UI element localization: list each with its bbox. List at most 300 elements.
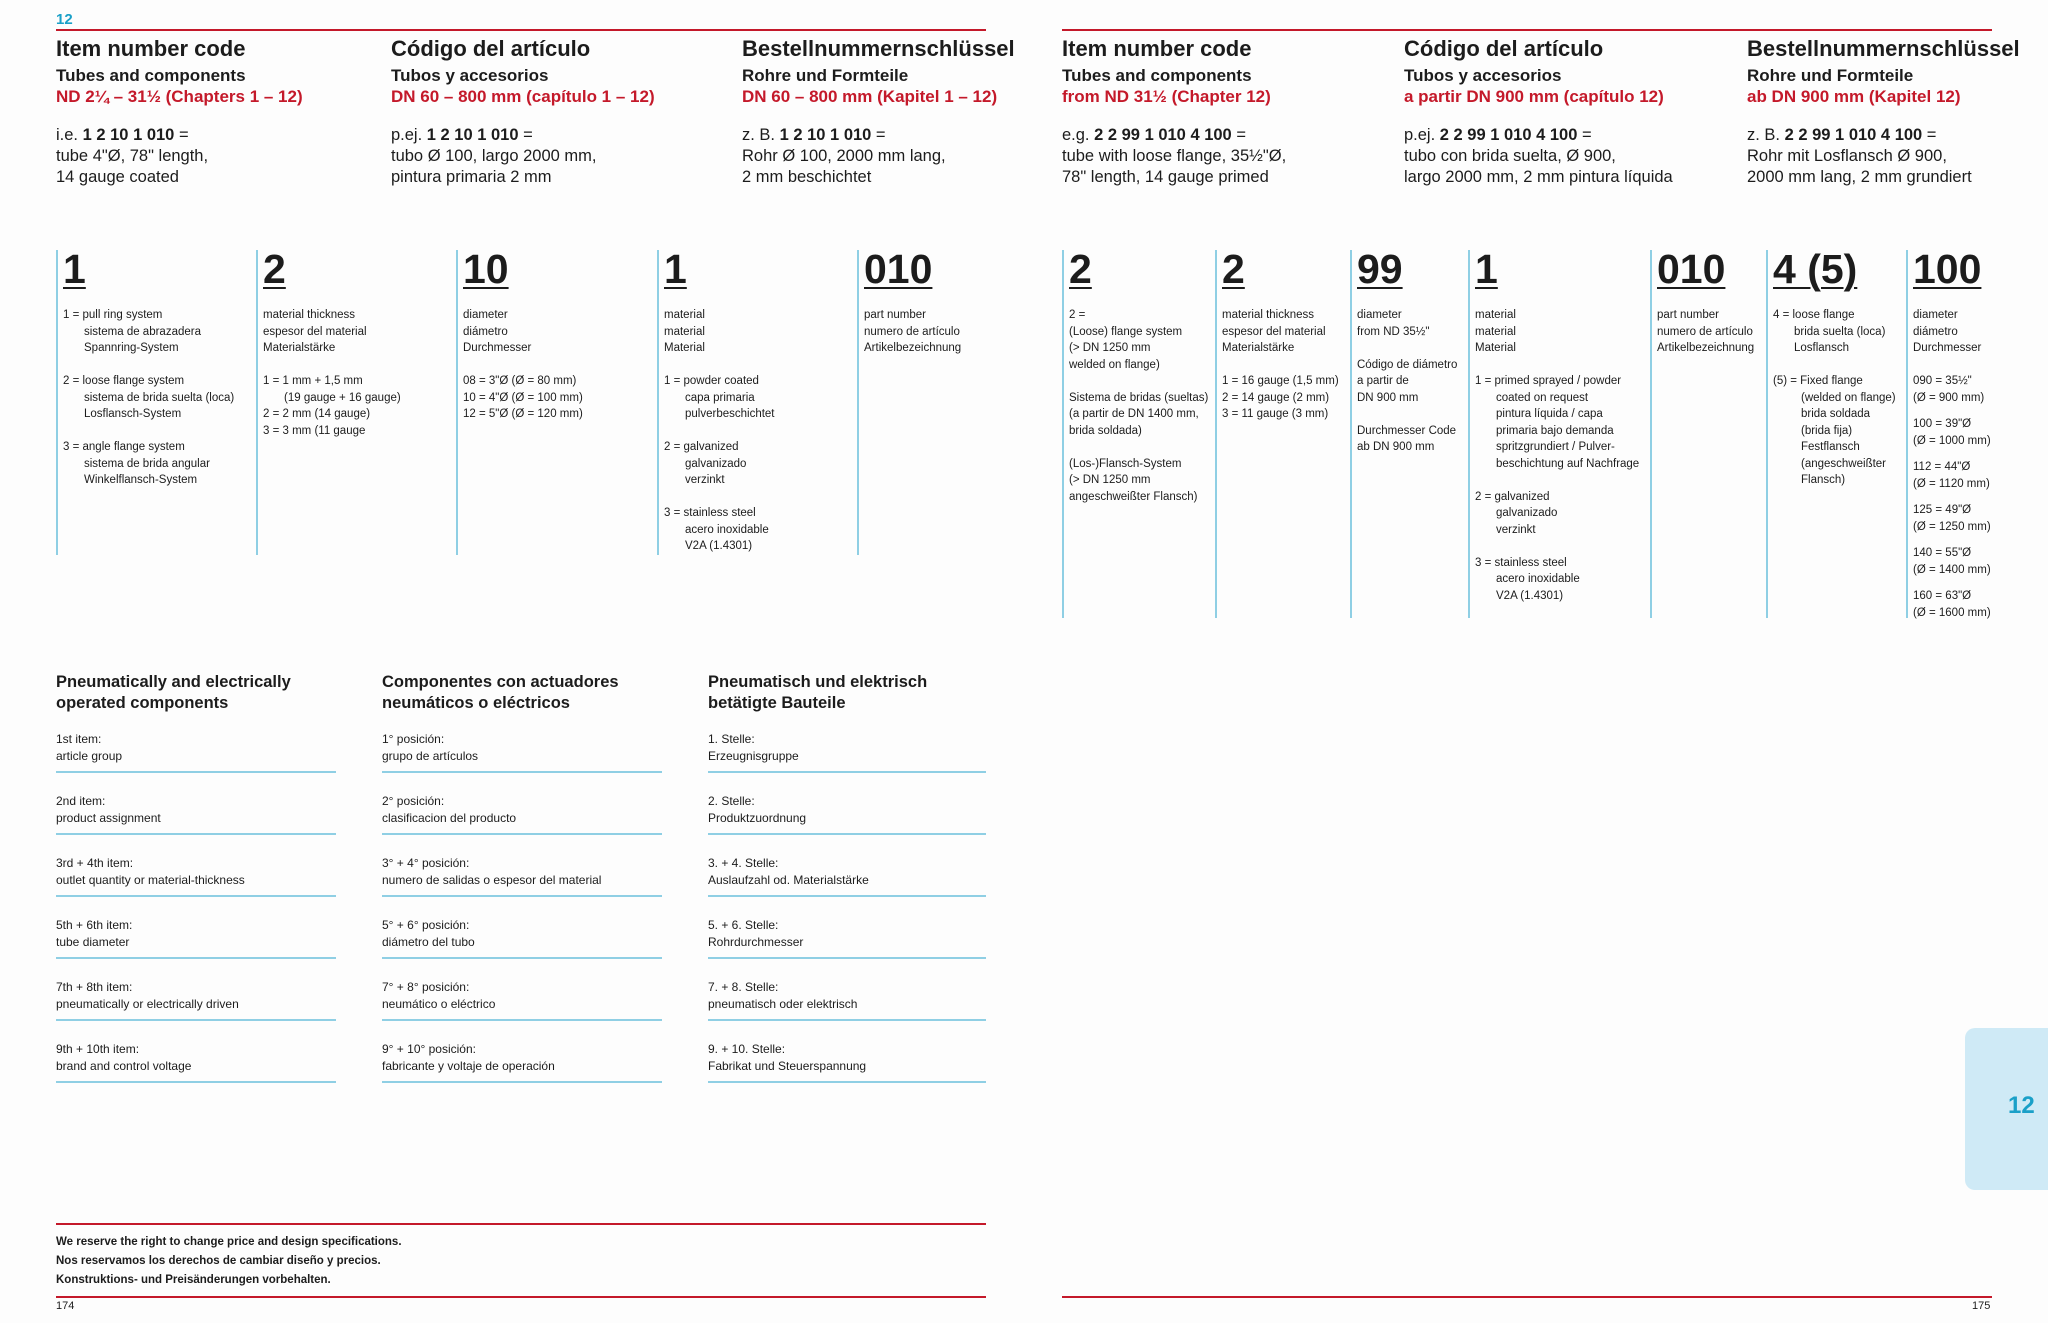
footer-notes [56,1233,402,1290]
header-subtitle: Tubes and components [56,66,246,85]
example-suffix: = [518,126,533,144]
left-code-col-2 [256,246,453,555]
desc-line: beschichtung auf Nachfrage [1496,457,1640,470]
code-digit: 100 [1913,246,1982,292]
right-header-col-en [1062,36,1286,188]
header-title: Código del artículo [1404,36,1604,61]
desc-gap [1913,357,1997,374]
desc-line: Materialstärke [263,342,336,354]
desc-line: sistema de abrazadera [84,325,201,338]
desc-line: 1 = 1 mm + 1,5 mm [263,375,363,387]
pneumatic-item [382,1041,662,1083]
code-desc [263,307,453,439]
pneumatic-item [56,979,336,1021]
desc-gap [1475,472,1645,489]
pneumatic-item-label: 9° + 10° posición: [382,1042,476,1056]
desc-line: Losflansch-System [84,408,182,420]
code-desc [463,307,653,423]
desc-line: capa primaria [685,391,755,404]
right-code-col-6 [1766,246,1903,618]
desc-line: material thickness [1222,309,1315,321]
desc-gap [1475,357,1645,374]
pneumatic-heading [382,672,662,714]
desc-line: 10 = 4"Ø (Ø = 100 mm) [463,391,583,404]
example-line: largo 2000 mm, 2 mm pintura líquida [1404,168,1673,186]
heading-line: neumáticos o eléctricos [382,694,570,712]
example-code: 1 2 10 1 010 [82,126,175,144]
code-digit: 2 [1222,246,1245,292]
pneumatic-item-label: 3rd + 4th item: [56,856,134,870]
desc-line: material [664,309,705,321]
desc-line: 2 = galvanized [1475,490,1550,503]
pneumatic-items [56,731,336,1083]
header-title: Item number code [56,36,246,61]
desc-gap [1913,449,1997,459]
pneumatic-col-es [382,672,662,1103]
code-digit: 1 [1475,246,1498,292]
desc-line: V2A (1.4301) [1496,589,1564,602]
pneumatic-heading [56,672,336,714]
desc-line: Código de diámetro [1357,358,1458,371]
header-title: Bestellnummernschlüssel [742,36,1015,61]
page-number-right: 175 [1972,1300,1991,1312]
code-digit: 99 [1357,246,1403,292]
desc-line: 4 = loose flange [1773,309,1855,321]
pneumatic-item [382,731,662,773]
code-desc [1069,307,1214,505]
desc-line: 1 = powder coated [664,375,759,387]
desc-line: (19 gauge + 16 gauge) [284,391,401,404]
code-desc [63,307,253,489]
desc-gap [1913,578,1997,588]
desc-line: Durchmesser [463,342,532,354]
example-line: tube 4"Ø, 78" length, [56,147,209,165]
footer-rule-bottom-left [56,1296,986,1298]
desc-line: (welded on flange) [1801,391,1896,404]
desc-line: material thickness [263,309,356,321]
desc-gap [63,357,253,374]
example-line: 2 mm beschichtet [742,168,872,186]
example-code: 1 2 10 1 010 [779,126,872,144]
left-header-col-es [391,36,655,188]
desc-line: 100 = 39"Ø [1913,418,1972,430]
desc-line: 140 = 55"Ø [1913,547,1972,559]
left-code-col-5 [857,246,994,555]
top-rule-left [56,29,986,31]
right-code-col-5 [1650,246,1763,618]
example-code: 2 2 99 1 010 4 100 [1784,126,1923,144]
desc-line: Spannring-System [84,342,179,354]
desc-line: part number [1657,309,1720,321]
desc-line: Artikelbezeichnung [864,342,962,354]
example-prefix: z. B. [742,126,780,144]
desc-line: espesor del material [1222,325,1326,338]
pneumatic-item-value: grupo de artículos [382,748,479,763]
desc-gap [1475,538,1645,555]
desc-line: angeschweißter Flansch) [1069,490,1198,503]
pneumatic-item-value: pneumatisch oder elektrisch [708,996,858,1011]
desc-gap [463,357,653,374]
pneumatic-col-en [56,672,336,1103]
pneumatic-item-label: 2° posición: [382,794,445,808]
example-suffix: = [1577,126,1592,144]
desc-line: Durchmesser [1913,342,1982,354]
pneumatic-item-label: 7. + 8. Stelle: [708,980,779,994]
header-title: Bestellnummernschlüssel [1747,36,2020,61]
desc-line: diameter [1913,309,1958,321]
code-desc [1913,307,1997,621]
code-digit: 010 [1657,246,1726,292]
pneumatic-items [382,731,662,1083]
pneumatic-item [56,917,336,959]
heading-line: operated components [56,694,229,712]
code-desc [864,307,994,357]
example-suffix: = [174,126,189,144]
desc-gap [1357,340,1467,357]
chapter-tab-number: 12 [2008,1092,2035,1119]
desc-line: material [1475,309,1516,321]
header-example [1404,125,1673,188]
header-subtitle: Tubes and components [1062,66,1252,85]
pneumatic-item [708,917,986,959]
desc-line: pulverbeschichtet [685,408,775,420]
desc-gap [664,423,854,440]
desc-gap [263,357,453,374]
code-desc [1357,307,1467,456]
header-subtitle: Rohre und Formteile [742,66,909,85]
right-code-col-3 [1350,246,1467,618]
header-range: from ND 31½ (Chapter 12) [1062,87,1271,106]
desc-line: a partir de [1357,375,1409,387]
heading-line: Pneumatically and electrically [56,673,291,691]
code-digit: 1 [664,246,687,292]
desc-line: DN 900 mm [1357,391,1419,404]
code-digit: 10 [463,246,509,292]
pneumatic-item-label: 1. Stelle: [708,732,755,746]
code-desc [1222,307,1350,423]
header-title: Código del artículo [391,36,591,61]
right-code-col-4 [1468,246,1645,618]
desc-line: 3 = angle flange system [63,441,185,453]
pneumatic-item-label: 9th + 10th item: [56,1042,140,1056]
desc-line: material [664,325,705,338]
pneumatic-item [708,731,986,773]
example-line: 78" length, 14 gauge primed [1062,168,1269,186]
desc-line: brida suelta (loca) [1794,325,1886,338]
example-code: 2 2 99 1 010 4 100 [1094,126,1232,144]
desc-line: 3 = 11 gauge (3 mm) [1222,408,1329,420]
desc-gap [1773,357,1903,374]
pneumatic-item-label: 5. + 6. Stelle: [708,918,779,932]
pneumatic-item-label: 1st item: [56,732,102,746]
desc-line: 3 = 3 mm (11 gauge [263,424,366,437]
footer-rule-top [56,1223,986,1225]
header-title: Item number code [1062,36,1252,61]
example-line: Rohr mit Losflansch Ø 900, [1747,147,1947,165]
example-line: Rohr Ø 100, 2000 mm lang, [742,147,946,165]
desc-line: Winkelflansch-System [84,474,198,486]
desc-line: V2A (1.4301) [685,540,753,552]
pneumatic-item-label: 7th + 8th item: [56,980,133,994]
desc-line: 2 = galvanized [664,441,739,453]
desc-gap [1222,357,1350,374]
desc-line: (Ø = 1120 mm) [1913,477,1990,490]
desc-line: 2 = 2 mm (14 gauge) [263,408,371,420]
desc-line: (Ø = 1000 mm) [1913,434,1991,447]
pneumatic-item [708,855,986,897]
header-range: ND 2¼ – 31½ (Chapters 1 – 12) [56,87,303,106]
example-suffix: = [871,126,886,144]
pneumatic-item-label: 7° + 8° posición: [382,980,470,994]
top-rule-right [1062,29,1992,31]
desc-line: primaria bajo demanda [1496,424,1614,437]
example-prefix: e.g. [1062,126,1095,144]
example-prefix: i.e. [56,126,83,144]
header-range: DN 60 – 800 mm (Kapitel 1 – 12) [742,87,998,106]
code-desc [1657,307,1763,357]
footer-rule-bottom-right [1062,1296,1992,1298]
pneumatic-item [56,731,336,773]
desc-line: 1 = primed sprayed / powder [1475,375,1622,387]
desc-line: (Ø = 1400 mm) [1913,563,1991,576]
desc-line: 3 = stainless steel [1475,556,1567,569]
pneumatic-item-value: product assignment [56,810,161,825]
example-line: 14 gauge coated [56,168,179,186]
desc-line: galvanizado [685,457,747,470]
header-example [742,125,1015,188]
desc-gap [1913,492,1997,502]
desc-line: part number [864,309,927,321]
desc-gap [664,489,854,506]
pneumatic-items [708,731,986,1083]
desc-line: Durchmesser Code [1357,424,1457,437]
pneumatic-item-label: 2. Stelle: [708,794,755,808]
desc-line: espesor del material [263,325,367,338]
pneumatic-item-label: 3° + 4° posición: [382,856,470,870]
footer-note: Konstruktions- und Preisänderungen vorbehalten. [56,1274,331,1286]
example-suffix: = [1922,126,1937,144]
pneumatic-item-value: Produktzuordnung [708,810,807,825]
desc-gap [1069,439,1214,456]
code-digit: 2 [1069,246,1092,292]
desc-line: brida soldada) [1069,424,1142,437]
desc-line: 1 = pull ring system [63,309,163,321]
example-line: 2000 mm lang, 2 mm grundiert [1747,168,1972,186]
desc-line: material [1475,325,1516,338]
right-header-col-es [1404,36,1673,188]
desc-line: 12 = 5"Ø (Ø = 120 mm) [463,408,583,420]
footer-note: We reserve the right to change price and design specifications. [56,1236,402,1248]
desc-line: (Los-)Flansch-System [1069,457,1182,470]
desc-gap [1913,406,1997,416]
header-subtitle: Tubos y accesorios [1404,66,1562,85]
header-example [391,125,655,188]
pneumatic-item [56,793,336,835]
desc-line: pintura líquida / capa [1496,408,1603,420]
left-code-col-4 [657,246,854,555]
desc-line: (Ø = 1600 mm) [1913,606,1991,619]
example-suffix: = [1231,126,1246,144]
pneumatic-item-value: tube diameter [56,934,130,949]
example-line: tubo con brida suelta, Ø 900, [1404,147,1616,165]
pneumatic-item-value: fabricante y voltaje de operación [382,1058,555,1073]
heading-line: Componentes con actuadores [382,673,619,691]
pneumatic-item-value: Auslaufzahl od. Materialstärke [708,872,869,887]
desc-line: (Ø = 1250 mm) [1913,520,1991,533]
example-line: tube with loose flange, 35½"Ø, [1062,147,1287,165]
desc-line: ab DN 900 mm [1357,441,1435,453]
code-desc [1773,307,1903,489]
code-desc [664,307,854,555]
desc-line: from ND 35½" [1357,325,1430,338]
header-range: DN 60 – 800 mm (capítulo 1 – 12) [391,87,655,106]
desc-line: numero de artículo [1657,325,1753,338]
top-page-number: 12 [56,11,73,28]
desc-line: sistema de brida suelta (loca) [84,391,235,404]
desc-line: (angeschweißter [1801,457,1887,470]
page-number-left: 174 [56,1300,75,1312]
desc-line: diameter [463,309,508,321]
pneumatic-item [708,1041,986,1083]
desc-gap [664,357,854,374]
pneumatic-item-value: article group [56,748,123,763]
pneumatic-item [708,979,986,1021]
example-line: pintura primaria 2 mm [391,168,552,186]
pneumatic-item-label: 2nd item: [56,794,106,808]
desc-line: diameter [1357,309,1402,321]
right-code-col-1 [1062,246,1214,618]
right-code-col-7 [1906,246,1997,619]
desc-line: (> DN 1250 mm [1069,342,1151,354]
pneumatic-col-de [708,672,986,1103]
desc-gap [1357,406,1467,423]
left-code-col-3 [456,246,653,555]
desc-line: 2 = 14 gauge (2 mm) [1222,391,1330,404]
desc-line: (brida fija) [1801,424,1853,437]
footer-note: Nos reservamos los derechos de cambiar diseño y precios. [56,1255,381,1267]
desc-gap [63,423,253,440]
left-header-col-de [742,36,1015,188]
pneumatic-item-label: 3. + 4. Stelle: [708,856,779,870]
example-code: 1 2 10 1 010 [426,126,519,144]
code-desc [1475,307,1645,604]
desc-line: 2 = loose flange system [63,375,185,387]
pneumatic-item-value: Fabrikat und Steuerspannung [708,1058,867,1073]
left-code-col-1 [56,246,253,555]
pneumatic-item-value: Erzeugnisgruppe [708,748,799,763]
desc-line: Material [1475,342,1516,354]
code-digit: 4 (5) [1773,246,1858,292]
desc-line: Material [664,342,705,354]
pneumatic-item-label: 9. + 10. Stelle: [708,1042,786,1056]
example-prefix: p.ej. [1404,126,1440,144]
code-digit: 1 [63,246,86,292]
pneumatic-item [56,1041,336,1083]
left-header-col-en [56,36,303,188]
code-digit: 010 [864,246,933,292]
pneumatic-item-label: 5° + 6° posición: [382,918,470,932]
desc-line: 2 = [1069,309,1086,321]
desc-line: Materialstärke [1222,342,1295,354]
header-example [1062,125,1286,188]
desc-line: diámetro [1913,325,1958,338]
chapter-tab[interactable] [1965,1028,2048,1190]
desc-line: 112 = 44"Ø [1913,461,1971,473]
desc-line: verzinkt [685,474,725,486]
desc-line: numero de artículo [864,325,960,338]
example-prefix: z. B. [1747,126,1785,144]
desc-line: (5) = Fixed flange [1773,375,1863,387]
right-header-col-de [1747,36,2020,188]
header-example [56,125,303,188]
pneumatic-item [382,979,662,1021]
desc-line: (Ø = 900 mm) [1913,391,1985,404]
desc-line: (a partir de DN 1400 mm, [1069,408,1199,420]
pneumatic-item-value: pneumatically or electrically driven [56,996,239,1011]
desc-line: diámetro [463,325,508,338]
desc-line: (Loose) flange system [1069,325,1183,338]
pneumatic-heading [708,672,986,714]
header-range: a partir DN 900 mm (capítulo 12) [1404,87,1664,106]
desc-line: verzinkt [1496,523,1536,536]
header-range: ab DN 900 mm (Kapitel 12) [1747,87,1961,106]
pneumatic-item [56,855,336,897]
example-line: tubo Ø 100, largo 2000 mm, [391,147,597,165]
pneumatic-item-value: brand and control voltage [56,1058,192,1073]
pneumatic-item-value: numero de salidas o espesor del material [382,872,602,887]
desc-line: 090 = 35½" [1913,375,1972,387]
pneumatic-item [382,855,662,897]
pneumatic-item [382,793,662,835]
desc-line: Sistema de bridas (sueltas) [1069,391,1209,404]
heading-line: Pneumatisch und elektrisch [708,673,928,691]
heading-line: betätigte Bauteile [708,694,846,712]
desc-line: 160 = 63"Ø [1913,590,1972,602]
desc-line: 125 = 49"Ø [1913,504,1972,516]
desc-line: (> DN 1250 mm [1069,474,1151,486]
pneumatic-item-label: 1° posición: [382,732,445,746]
pneumatic-item [708,793,986,835]
pneumatic-item-value: diámetro del tubo [382,934,475,949]
pneumatic-item-value: clasificacion del producto [382,810,517,825]
header-example [1747,125,2020,188]
example-code: 2 2 99 1 010 4 100 [1439,126,1578,144]
desc-line: 08 = 3"Ø (Ø = 80 mm) [463,375,577,387]
desc-line: 3 = stainless steel [664,507,756,519]
desc-line: Flansch) [1801,474,1846,486]
desc-gap [1069,373,1214,390]
pneumatic-item [382,917,662,959]
desc-line: brida soldada [1801,408,1871,420]
pneumatic-item-label: 5th + 6th item: [56,918,133,932]
desc-line: Losflansch [1794,342,1849,354]
desc-line: welded on flange) [1069,358,1160,371]
desc-line: galvanizado [1496,507,1558,519]
right-code-col-2 [1215,246,1350,618]
desc-gap [1913,535,1997,545]
desc-line: sistema de brida angular [84,457,210,470]
desc-line: 1 = 16 gauge (1,5 mm) [1222,375,1339,387]
pneumatic-item-value: Rohrdurchmesser [708,934,804,949]
desc-line: acero inoxidable [1496,573,1580,585]
desc-line: Festflansch [1801,441,1860,453]
desc-line: spritzgrundiert / Pulver- [1496,441,1615,453]
desc-line: coated on request [1496,391,1589,404]
desc-line: acero inoxidable [685,523,769,536]
example-prefix: p.ej. [391,126,427,144]
pneumatic-item-value: neumático o eléctrico [382,996,496,1011]
desc-line: Artikelbezeichnung [1657,342,1755,354]
